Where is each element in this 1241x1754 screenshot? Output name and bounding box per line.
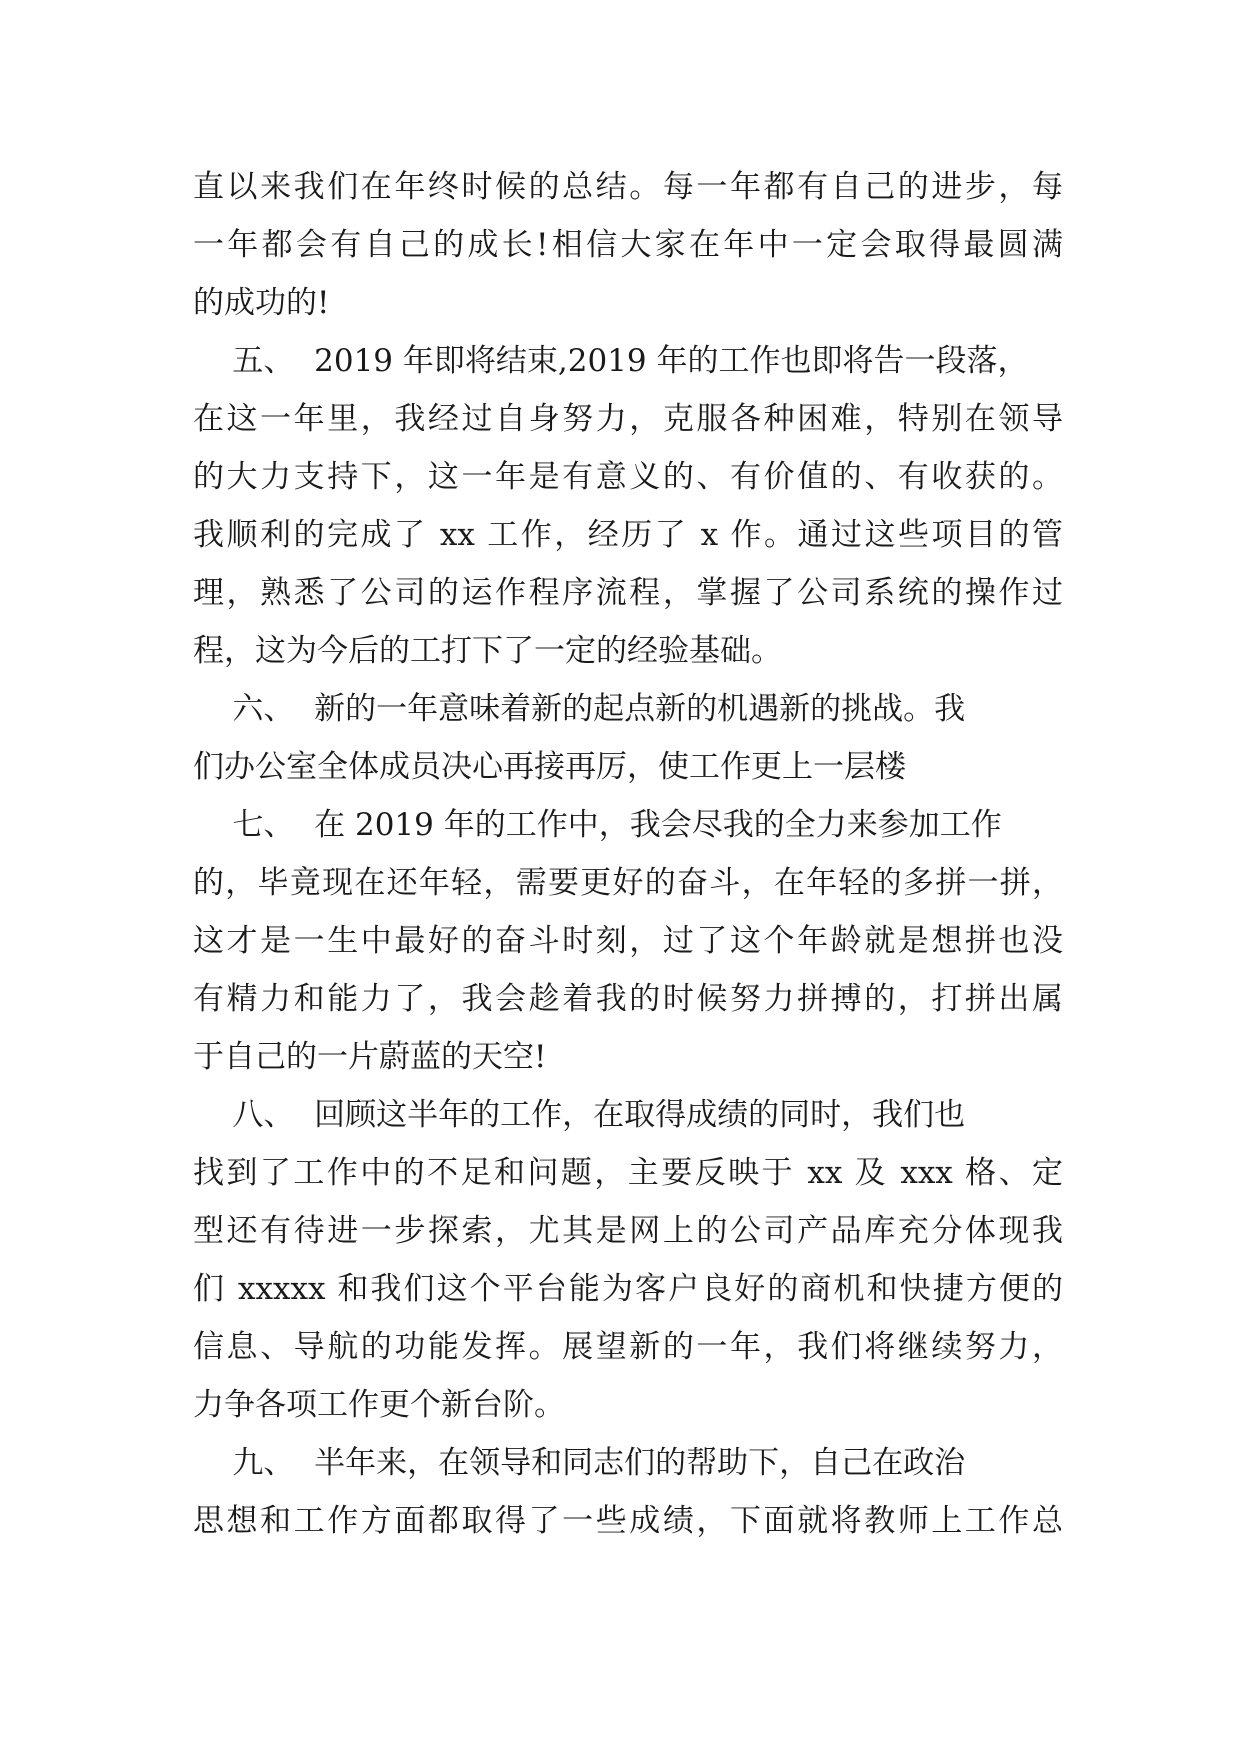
paragraph-item-6 xyxy=(193,680,1063,796)
document-body xyxy=(193,158,1063,1550)
text-line: 我顺利的完成了 xx 工作，经历了 x 作。通过这些项目的管 xyxy=(193,517,1063,553)
text-line: 的大力支持下，这一年是有意义的、有价值的、有收获的。 xyxy=(193,459,1063,495)
text-line: 的，毕竟现在还年轻，需要更好的奋斗，在年轻的多拼一拼， xyxy=(193,865,1063,901)
text-line: 这才是一生中最好的奋斗时刻，过了这个年龄就是想拼也没 xyxy=(193,923,1063,959)
text-line: 于自己的一片蔚蓝的天空! xyxy=(193,1039,547,1075)
text-line: 找到了工作中的不足和问题，主要反映于 xx 及 xxx 格、定 xyxy=(193,1155,1063,1191)
text-line: 理，熟悉了公司的运作程序流程，掌握了公司系统的操作过 xyxy=(193,575,1063,611)
text-line: 力争各项工作更个新台阶。 xyxy=(193,1387,565,1423)
text-line: 七、 在 2019 年的工作中，我会尽我的全力来参加工作 xyxy=(193,807,1002,843)
text-line: 一年都会有自己的成长!相信大家在年中一定会取得最圆满 xyxy=(193,227,1063,263)
text-line: 程，这为今后的工打下了一定的经验基础。 xyxy=(193,633,782,669)
text-line: 九、 半年来，在领导和同志们的帮助下，自己在政治 xyxy=(193,1445,966,1481)
text-line: 信息、导航的功能发挥。展望新的一年，我们将继续努力， xyxy=(193,1329,1063,1365)
text-line: 直以来我们在年终时候的总结。每一年都有自己的进步，每 xyxy=(193,169,1063,205)
text-line: 思想和工作方面都取得了一些成绩，下面就将教师上工作总 xyxy=(193,1503,1063,1539)
text-line: 们 xxxxx 和我们这个平台能为客户良好的商机和快捷方便的 xyxy=(193,1271,1063,1307)
text-line: 型还有待进一步探索，尤其是网上的公司产品库充分体现我 xyxy=(193,1213,1063,1249)
paragraph-item-7 xyxy=(193,796,1063,1086)
text-line: 有精力和能力了，我会趁着我的时候努力拼搏的，打拼出属 xyxy=(193,981,1063,1017)
text-line: 五、 2019 年即将结束,2019 年的工作也即将告一段落， xyxy=(193,343,1029,379)
text-line: 六、 新的一年意味着新的起点新的机遇新的挑战。我 xyxy=(193,691,966,727)
paragraph-item-8 xyxy=(193,1086,1063,1434)
paragraph-item-9 xyxy=(193,1434,1063,1550)
text-line: 八、 回顾这半年的工作，在取得成绩的同时，我们也 xyxy=(193,1097,966,1133)
text-line: 在这一年里，我经过自身努力，克服各种困难，特别在领导 xyxy=(193,401,1063,437)
paragraph-item-5 xyxy=(193,332,1063,680)
paragraph-continued xyxy=(193,158,1063,332)
text-line: 的成功的! xyxy=(193,285,330,321)
text-line: 们办公室全体成员决心再接再厉，使工作更上一层楼 xyxy=(193,749,906,785)
